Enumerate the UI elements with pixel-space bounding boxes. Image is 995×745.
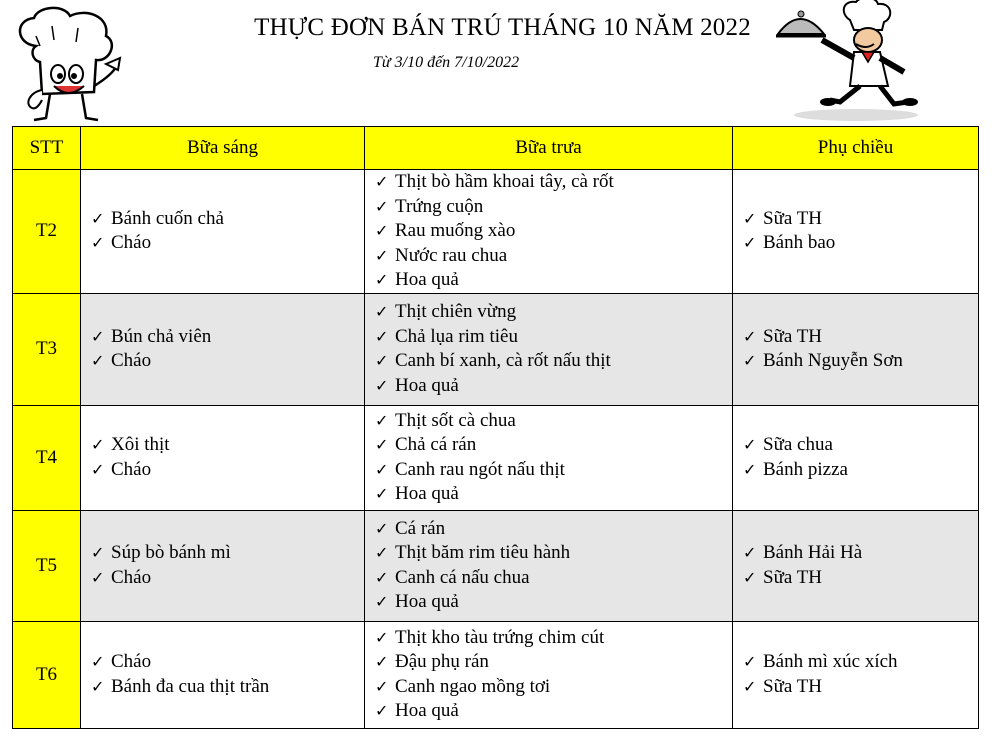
checkmark-icon: ✓ bbox=[375, 172, 389, 191]
list-item bbox=[91, 675, 364, 700]
dish-label: Bánh pizza bbox=[763, 458, 848, 480]
table-body bbox=[13, 170, 979, 729]
list-item bbox=[375, 219, 732, 244]
dish-label: Xôi thịt bbox=[111, 434, 170, 455]
list-item bbox=[91, 325, 364, 350]
lunch-cell bbox=[365, 170, 733, 294]
checkmark-icon: ✓ bbox=[375, 627, 389, 647]
breakfast-cell bbox=[81, 510, 365, 621]
checkmark-icon: ✓ bbox=[91, 652, 105, 671]
dish-label: Cá rán bbox=[395, 517, 446, 539]
list-item bbox=[91, 349, 364, 374]
afternoon-cell bbox=[733, 510, 979, 621]
header-breakfast: Bữa sáng bbox=[81, 127, 365, 170]
list-item bbox=[743, 325, 978, 350]
list-item bbox=[375, 300, 732, 325]
checkmark-icon: ✓ bbox=[375, 351, 389, 370]
list-item bbox=[375, 675, 732, 700]
list-item bbox=[375, 244, 732, 269]
afternoon-cell bbox=[733, 405, 979, 510]
day-cell: T3 bbox=[13, 293, 81, 405]
afternoon-cell bbox=[733, 293, 979, 405]
list-item bbox=[91, 231, 364, 256]
checkmark-icon: ✓ bbox=[375, 592, 389, 611]
dish-label: Cháo bbox=[111, 232, 152, 254]
checkmark-icon: ✓ bbox=[375, 245, 389, 265]
list-item bbox=[91, 566, 364, 591]
list-item bbox=[375, 268, 732, 293]
dish-label: Canh ngao mồng tơi bbox=[395, 675, 551, 697]
breakfast-list bbox=[91, 433, 364, 482]
page-title: THỰC ĐƠN BÁN TRÚ THÁNG 10 NĂM 2022 bbox=[254, 14, 751, 41]
dish-label: Canh bí xanh, cà rốt nấu thịt bbox=[395, 350, 611, 371]
list-item bbox=[91, 433, 364, 458]
checkmark-icon: ✓ bbox=[375, 410, 389, 430]
checkmark-icon: ✓ bbox=[743, 676, 757, 696]
breakfast-list bbox=[91, 541, 364, 590]
table-row bbox=[13, 170, 979, 294]
dish-label: Hoa quả bbox=[395, 591, 459, 612]
checkmark-icon: ✓ bbox=[375, 567, 389, 587]
checkmark-icon: ✓ bbox=[743, 233, 757, 253]
list-item bbox=[375, 699, 732, 724]
checkmark-icon: ✓ bbox=[91, 208, 105, 228]
table-row bbox=[13, 405, 979, 510]
afternoon-list bbox=[743, 433, 978, 482]
checkmark-icon: ✓ bbox=[375, 302, 389, 321]
checkmark-icon: ✓ bbox=[375, 435, 389, 454]
dish-label: Bánh cuốn chả bbox=[111, 207, 224, 229]
list-item bbox=[743, 433, 978, 458]
day-cell: T2 bbox=[13, 170, 81, 294]
list-item bbox=[91, 541, 364, 566]
dish-label: Sữa chua bbox=[763, 434, 833, 455]
dish-label: Bánh đa cua thịt trần bbox=[111, 675, 270, 697]
list-item bbox=[743, 207, 978, 232]
afternoon-list bbox=[743, 207, 978, 256]
afternoon-cell bbox=[733, 170, 979, 294]
list-item bbox=[375, 590, 732, 615]
dish-label: Rau muống xào bbox=[395, 220, 516, 241]
header-lunch: Bữa trưa bbox=[365, 127, 733, 170]
list-item bbox=[743, 541, 978, 566]
afternoon-list bbox=[743, 325, 978, 374]
dish-label: Đậu phụ rán bbox=[395, 651, 489, 672]
checkmark-icon: ✓ bbox=[91, 233, 105, 253]
dish-label: Hoa quả bbox=[395, 269, 459, 290]
table-row bbox=[13, 293, 979, 405]
dish-label: Thịt kho tàu trứng chim cút bbox=[395, 626, 605, 648]
list-item bbox=[91, 650, 364, 675]
checkmark-icon: ✓ bbox=[375, 326, 389, 346]
breakfast-list bbox=[91, 207, 364, 256]
list-item bbox=[375, 650, 732, 675]
dish-label: Bánh bao bbox=[763, 232, 836, 254]
checkmark-icon: ✓ bbox=[375, 459, 389, 479]
table-header-row bbox=[13, 127, 979, 170]
breakfast-cell bbox=[81, 293, 365, 405]
lunch-list bbox=[375, 300, 732, 398]
dish-label: Chả lụa rim tiêu bbox=[395, 325, 518, 347]
afternoon-list bbox=[743, 541, 978, 590]
list-item bbox=[743, 231, 978, 256]
dish-label: Cháo bbox=[111, 566, 152, 588]
breakfast-list bbox=[91, 325, 364, 374]
header-stt: STT bbox=[13, 127, 81, 170]
checkmark-icon: ✓ bbox=[375, 221, 389, 240]
list-item bbox=[375, 458, 732, 483]
checkmark-icon: ✓ bbox=[743, 435, 757, 454]
list-item bbox=[375, 170, 732, 195]
checkmark-icon: ✓ bbox=[743, 652, 757, 671]
list-item bbox=[375, 482, 732, 507]
breakfast-cell bbox=[81, 621, 365, 728]
afternoon-cell bbox=[733, 621, 979, 728]
list-item bbox=[743, 566, 978, 591]
lunch-cell bbox=[365, 405, 733, 510]
list-item bbox=[375, 541, 732, 566]
list-item bbox=[375, 626, 732, 651]
dish-label: Bánh Nguyễn Sơn bbox=[763, 350, 903, 371]
list-item bbox=[375, 409, 732, 434]
date-range: Từ 3/10 đến 7/10/2022 bbox=[373, 54, 520, 71]
list-item bbox=[375, 517, 732, 542]
lunch-cell bbox=[365, 510, 733, 621]
list-item bbox=[375, 349, 732, 374]
lunch-cell bbox=[365, 621, 733, 728]
checkmark-icon: ✓ bbox=[375, 652, 389, 671]
checkmark-icon: ✓ bbox=[743, 208, 757, 228]
lunch-list bbox=[375, 409, 732, 507]
dish-label: Hoa quả bbox=[395, 700, 459, 721]
checkmark-icon: ✓ bbox=[743, 543, 757, 562]
dish-label: Trứng cuộn bbox=[395, 195, 484, 217]
dish-label: Chả cá rán bbox=[395, 434, 477, 455]
list-item bbox=[743, 349, 978, 374]
list-item bbox=[375, 433, 732, 458]
lunch-list bbox=[375, 626, 732, 724]
dish-label: Cháo bbox=[111, 651, 152, 672]
dish-label: Hoa quả bbox=[395, 374, 459, 396]
checkmark-icon: ✓ bbox=[375, 676, 389, 696]
checkmark-icon: ✓ bbox=[375, 543, 389, 562]
lunch-list bbox=[375, 517, 732, 615]
checkmark-icon: ✓ bbox=[375, 375, 389, 395]
list-item bbox=[743, 675, 978, 700]
lunch-list bbox=[375, 170, 732, 293]
dish-label: Sữa TH bbox=[763, 566, 823, 588]
checkmark-icon: ✓ bbox=[743, 567, 757, 587]
list-item bbox=[91, 207, 364, 232]
checkmark-icon: ✓ bbox=[743, 351, 757, 370]
dish-label: Canh cá nấu chua bbox=[395, 566, 530, 588]
dish-label: Thịt bò hầm khoai tây, cà rốt bbox=[395, 171, 614, 192]
afternoon-list bbox=[743, 650, 978, 699]
checkmark-icon: ✓ bbox=[375, 484, 389, 503]
dish-label: Nước rau chua bbox=[395, 244, 508, 266]
dish-label: Sữa TH bbox=[763, 207, 823, 229]
menu-table bbox=[12, 126, 979, 729]
checkmark-icon: ✓ bbox=[375, 701, 389, 720]
checkmark-icon: ✓ bbox=[743, 326, 757, 346]
checkmark-icon: ✓ bbox=[91, 326, 105, 346]
dish-label: Thịt băm rim tiêu hành bbox=[395, 542, 571, 563]
checkmark-icon: ✓ bbox=[375, 518, 389, 538]
checkmark-icon: ✓ bbox=[743, 459, 757, 479]
header-afternoon: Phụ chiều bbox=[733, 127, 979, 170]
dish-label: Bún chả viên bbox=[111, 325, 212, 347]
day-cell: T6 bbox=[13, 621, 81, 728]
list-item bbox=[375, 566, 732, 591]
breakfast-list bbox=[91, 650, 364, 699]
list-item bbox=[743, 458, 978, 483]
checkmark-icon: ✓ bbox=[91, 459, 105, 479]
dish-label: Cháo bbox=[111, 458, 152, 480]
list-item bbox=[375, 195, 732, 220]
dish-label: Bánh mì xúc xích bbox=[763, 651, 898, 672]
dish-label: Thịt sốt cà chua bbox=[395, 409, 516, 431]
checkmark-icon: ✓ bbox=[91, 567, 105, 587]
day-cell: T5 bbox=[13, 510, 81, 621]
checkmark-icon: ✓ bbox=[375, 196, 389, 216]
dish-label: Canh rau ngót nấu thịt bbox=[395, 458, 565, 480]
list-item bbox=[91, 458, 364, 483]
breakfast-cell bbox=[81, 170, 365, 294]
checkmark-icon: ✓ bbox=[375, 270, 389, 289]
checkmark-icon: ✓ bbox=[91, 351, 105, 370]
breakfast-cell bbox=[81, 405, 365, 510]
dish-label: Sữa TH bbox=[763, 675, 823, 697]
checkmark-icon: ✓ bbox=[91, 676, 105, 696]
day-cell: T4 bbox=[13, 405, 81, 510]
checkmark-icon: ✓ bbox=[91, 435, 105, 454]
list-item bbox=[375, 374, 732, 399]
dish-label: Sữa TH bbox=[763, 325, 823, 347]
table-row bbox=[13, 621, 979, 728]
table-row bbox=[13, 510, 979, 621]
dish-label: Thịt chiên vừng bbox=[395, 301, 517, 322]
dish-label: Hoa quả bbox=[395, 483, 459, 504]
dish-label: Bánh Hải Hà bbox=[763, 542, 863, 563]
dish-label: Cháo bbox=[111, 350, 152, 371]
lunch-cell bbox=[365, 293, 733, 405]
checkmark-icon: ✓ bbox=[91, 543, 105, 562]
list-item bbox=[743, 650, 978, 675]
list-item bbox=[375, 325, 732, 350]
dish-label: Súp bò bánh mì bbox=[111, 542, 231, 563]
